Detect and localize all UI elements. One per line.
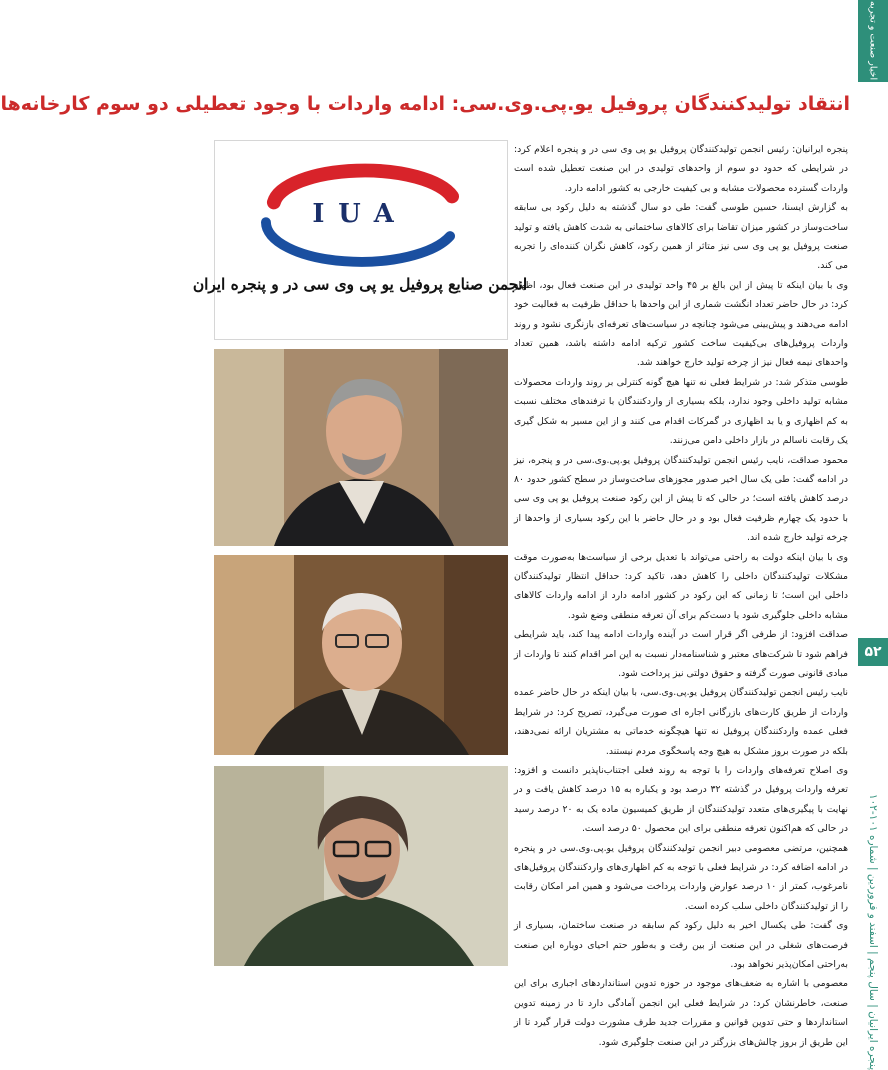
running-head — [860, 560, 886, 1070]
paragraph: به گزارش ایسنا، حسین طوسی گفت: طی دو سال گذشته به دلیل رکود بی سابقه ساخت‌وساز در کشور میزان تقاضا برای کالاهای ساختمانی به شدت کاهش یافته و تولید صنعت پروفیل یو پی وی سی نیز متاثر از همین رکود، کاهش نگران کننده‌ای را تجربه می کند. — [514, 202, 848, 272]
logo-acronym: IUA — [312, 199, 408, 230]
section-label: اخبار صنعت و تجربه — [867, 1, 879, 81]
paragraph: نایب رئیس انجمن تولیدکنندگان پروفیل یو.پی.وی.سی، با بیان اینکه در حال حاضر عمده واردات از طریق کارت‌های بازرگانی اجاره ای صورت می‌گیرد، تصریح کرد: در شرایط فعلی عمده واردکنندگان پروفیل نه تنها هیچگونه خدماتی به مشتریان ارائه نمی‌دهند، بلکه در صورت بروز مشکل به هیچ وجه پاسخگوی مردم نیستند. — [514, 687, 848, 757]
paragraph: صداقت افزود: از طرفی اگر قرار است در آینده واردات ادامه پیدا کند، باید شرایطی فراهم شود تا شرکت‌های معتبر و شناسنامه‌دار نسبت به این امر اقدام کنند تا واردات از مبادی قانونی صورت گرفته و حقوق دولتی نیز پرداخت شود. — [514, 629, 848, 679]
paragraph: پنجره ایرانیان: رئیس انجمن تولیدکنندگان پروفیل یو پی وی سی در و پنجره اعلام کرد: در شرایطی که حدود دو سوم از واحدهای تولیدی در این صنعت تعطیل شده است واردات گسترده محصولات مشابه و بی کیفیت خارجی به کشور ادامه دارد. — [514, 144, 848, 194]
logo-red-arc — [274, 171, 452, 203]
portrait-photo-2 — [214, 555, 508, 755]
article-body — [514, 140, 848, 1048]
iua-logo-image — [192, 140, 528, 340]
portrait-photo-1 — [214, 349, 508, 546]
running-head-text: پنجره ایرانیان | سال پنجم | اسفند و فروردین | شماره ۱۰۱-۱۰۲ — [867, 793, 879, 1070]
paragraph: همچنین، مرتضی معصومی دبیر انجمن تولیدکنندگان پروفیل یو.پی.وی.سی در و پنجره در ادامه اضافه کرد: در شرایط فعلی با توجه به کم اظهاری‌های واردکنندگان پروفیل‌های نامرغوب، کمتر از ۱۰ درصد عوارض واردات پرداخت می‌شود و همین امر امکان رقابت را از تولیدکنندگان داخلی سلب کرده است. — [514, 842, 848, 912]
article-headline: انتقاد تولیدکنندگان پروفیل یو.پی.وی.سی: ادامه واردات با وجود تعطیلی دو سوم کارخانه‌ها — [0, 93, 850, 115]
paragraph: وی گفت: طی یکسال اخیر به دلیل رکود کم سابقه در صنعت ساختمان، بسیاری از فرصت‌های شغلی در این صنعت از بین رفت و به‌طور حتم احیای دوباره این صنعت به‌راحتی امکان‌پذیر نخواهد بود. — [514, 920, 848, 971]
paragraph: طوسی متذکر شد: در شرایط فعلی نه تنها هیچ گونه کنترلی بر روند واردات محصولات مشابه تولید داخلی وجود ندارد، بلکه بسیاری از واردکنندگان با ترفندهای مختلف نسبت به کم اظهاری و یا بد اظهاری در گمرکات اقدام می کنند و از این مسیر به شکل گیری یک رقابت ناسالم در بازار داخلی دامن می‌زنند. — [514, 376, 848, 447]
logo-caption: انجمن صنایع پروفیل یو پی وی سی در و پنجره ایران — [192, 275, 528, 294]
paragraph: محمود صداقت، نایب رئیس انجمن تولیدکنندگان پروفیل یو.پی.وی.سی در و پنجره، نیز در ادامه گفت: طی یک سال اخیر صدور مجوزهای ساخت‌وساز در سطح کشور حدود ۸۰ درصد کاهش یافته است؛ در حالی که تا پیش از این رکود صنعت پروفیل یو پی وی سی با حدود یک چهارم ظرفیت فعال بود و در حال حاضر با این رکود بسیاری از واحدها از چرخه تولید خارج شده اند. — [514, 454, 848, 544]
portrait-photo-3 — [214, 766, 508, 966]
paragraph: وی با بیان اینکه تا پیش از این بالغ بر ۴۵ واحد تولیدی در این صنعت فعال بود، اظهار کرد: در حال حاضر تعداد انگشت شماری از این واحدها با حداقل ظرفیت به فعالیت خود ادامه می‌دهند و پیش‌بینی می‌شود چنانچه در سیاست‌های تعرفه‌ای بازنگری نشود و روند واردات پروفیل‌های بی‌کیفیت ساخت کشور ترکیه ادامه داشته باشد، همین تعداد واحدهای نیمه فعال نیز از چرخه تولید خارج خواهند شد. — [514, 279, 848, 369]
paragraph: وی با بیان اینکه دولت به راحتی می‌تواند با تعدیل برخی از سیاست‌ها به‌صورت موقت مشکلات تولیدکنندگان داخلی را کاهش دهد، تاکید کرد: حداقل انتظار تولیدکنندگان داخلی این است؛ تا زمانی که این رکود در کشور ادامه دارد از ادامه واردات کالاهای مشابه داخلی جلوگیری شود یا دست‌کم برای آن تعرفه منطقی وضع شود. — [514, 551, 848, 621]
paragraph: معصومی با اشاره به ضعف‌های موجود در حوزه تدوین استانداردهای اجباری برای این صنعت، خاطرنشان کرد: در شرایط فعلی این انجمن آمادگی دارد تا در زمینه تدوین استانداردها و حتی تدوین قوانین و مقررات جدید طرف مشورت دولت قرار گیرد تا از این طریق از بروز چالش‌های بزرگتر در این صنعت جلوگیری شود. — [514, 978, 848, 1048]
paragraph: وی اصلاح تعرفه‌های واردات را با توجه به روند فعلی اجتناب‌ناپذیر دانست و افزود: تعرفه واردات پروفیل در گذشته ۳۲ درصد بود و یکباره به ۱۵ درصد کاهش یافت و در نهایت با پیگیری‌های متعدد تولیدکنندگان از طریق کمیسیون ماده یک به ۲۰ درصد رسید در حالی که هم‌اکنون تعرفه منطقی برای این محصول ۵۰ درصد است. — [514, 765, 848, 835]
page-number: ۵۲ — [858, 638, 888, 666]
section-tab — [858, 0, 888, 82]
